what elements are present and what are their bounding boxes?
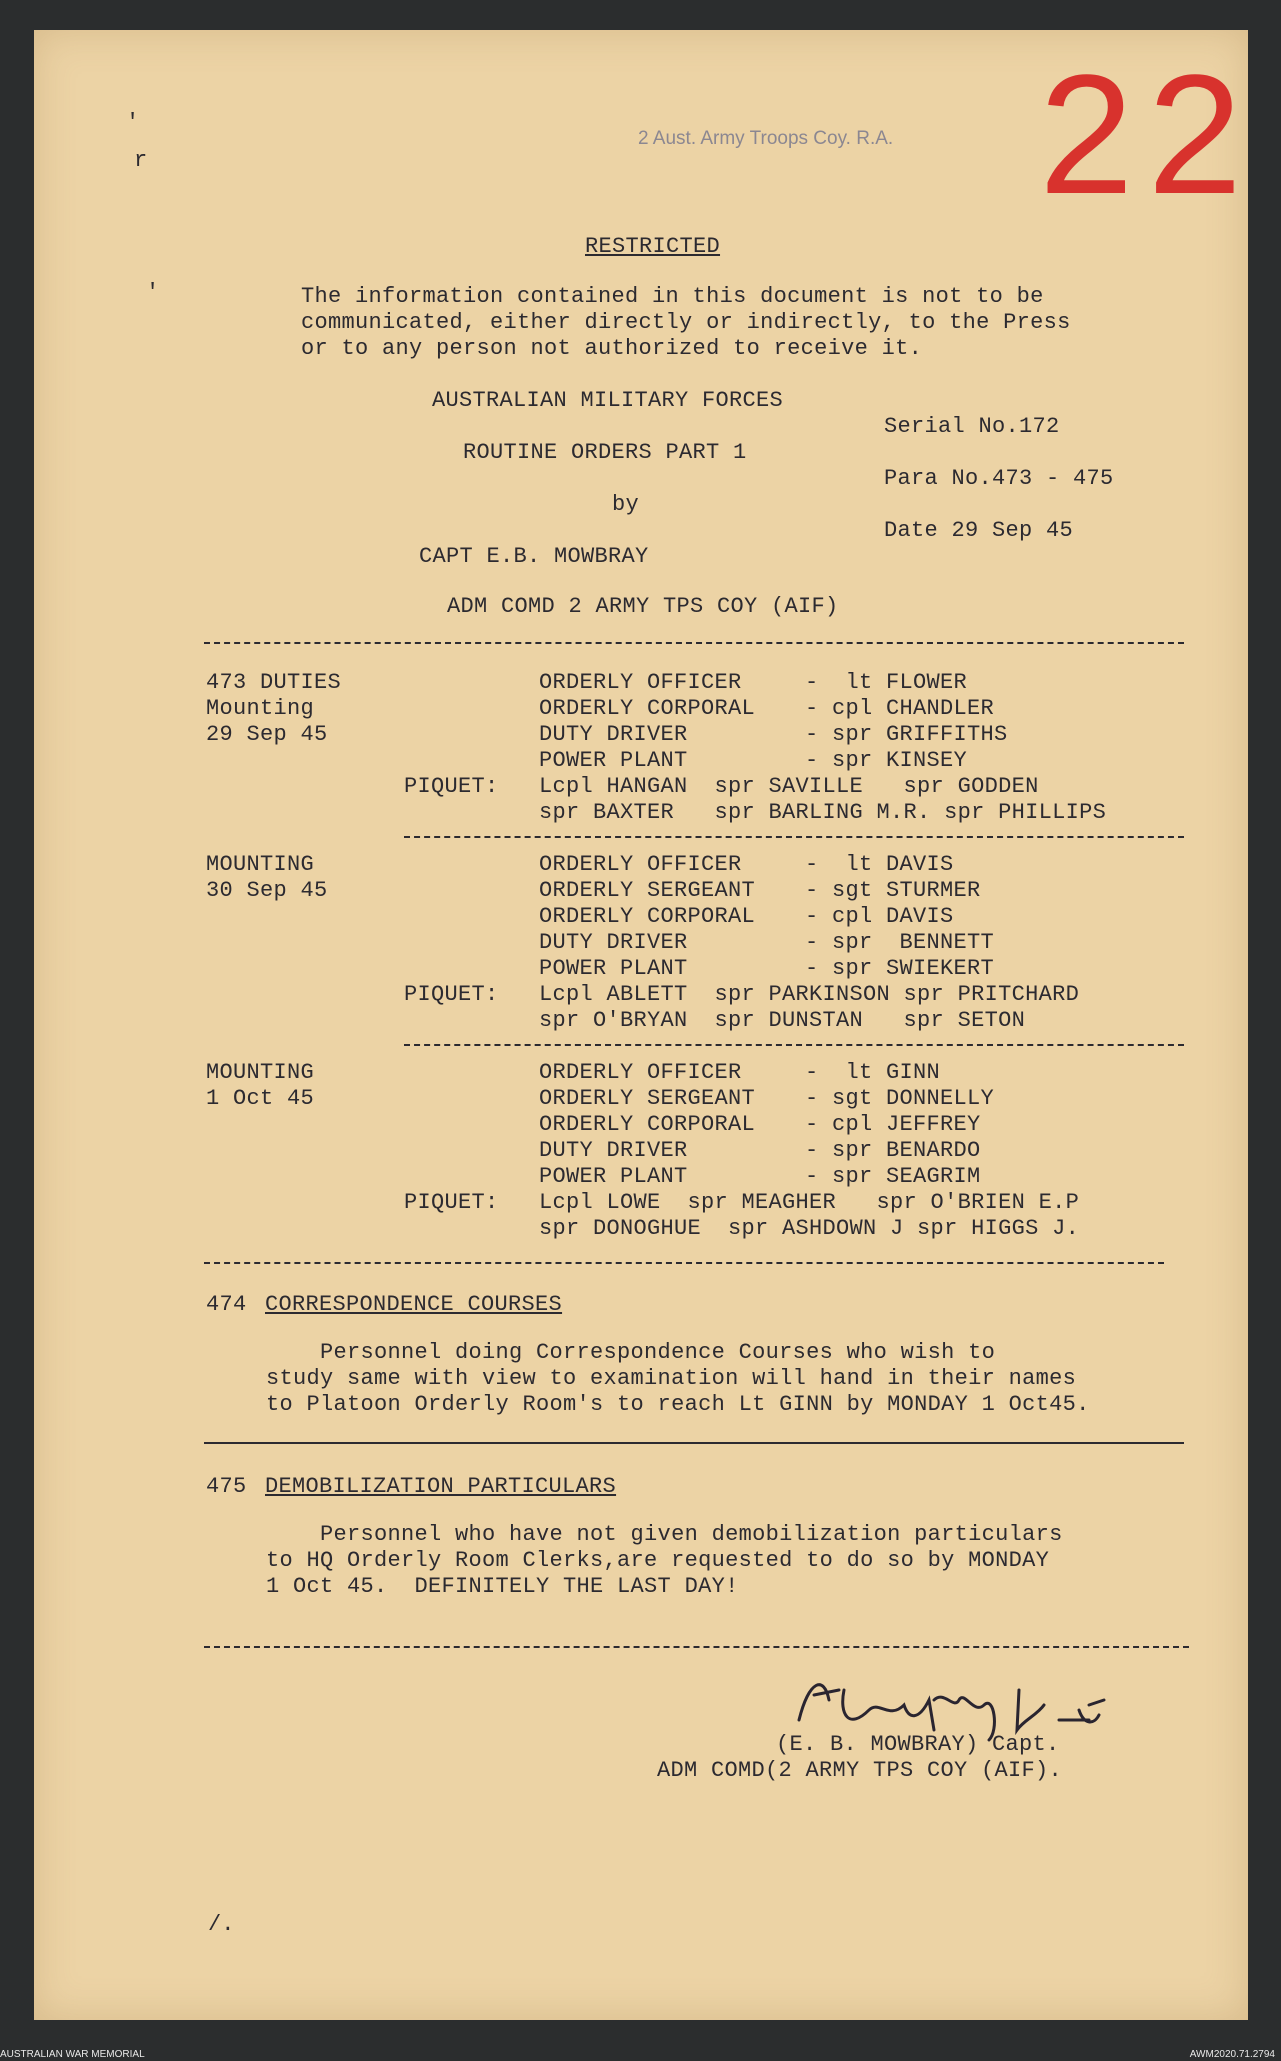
duty-block-label: 473 DUTIES [206,670,342,695]
restricted-title: RESTRICTED [585,234,721,259]
duty-role: ORDERLY SERGEANT [539,878,756,903]
para-line: 1 Oct 45. DEFINITELY THE LAST DAY! [266,1574,739,1599]
piquet-label: PIQUET: [404,982,499,1007]
signatory-unit: ADM COMD(2 ARMY TPS COY (AIF). [657,1758,1063,1783]
duty-block-label: 1 Oct 45 [206,1086,315,1111]
duty-role: DUTY DRIVER [539,1138,688,1163]
duty-role: POWER PLANT [539,748,688,773]
duty-role: POWER PLANT [539,1164,688,1189]
signatory-name: (E. B. MOWBRAY) Capt. [776,1732,1060,1757]
margin-mark: /. [208,1912,235,1937]
serial-number: Serial No.172 [884,414,1060,439]
para-line: Personnel who have not given demobilization particulars [266,1522,1063,1547]
duty-role: ORDERLY OFFICER [539,1060,742,1085]
restricted-line: communicated, either directly or indirectly, to the Press [301,310,1071,335]
duty-person: - spr KINSEY [805,748,968,773]
duty-person: - cpl DAVIS [805,904,954,929]
forces-heading: AUSTRALIAN MILITARY FORCES [432,388,784,413]
piquet-label: PIQUET: [404,774,499,799]
piquet-line: Lcpl HANGAN spr SAVILLE spr GODDEN [539,774,1039,799]
duty-block-label: 30 Sep 45 [206,878,328,903]
duty-person: - spr GRIFFITHS [805,722,1008,747]
piquet-label: PIQUET: [404,1190,499,1215]
divider [404,836,1184,838]
para-number: 475 [206,1474,247,1499]
piquet-line: spr DONOGHUE spr ASHDOWN J spr HIGGS J. [539,1216,1080,1241]
duty-block-label: Mounting [206,696,315,721]
duty-role: ORDERLY SERGEANT [539,1086,756,1111]
piquet-line: spr BAXTER spr BARLING M.R. spr PHILLIPS [539,800,1107,825]
para-title: CORRESPONDENCE COURSES [265,1292,563,1317]
duty-person: - sgt DONNELLY [805,1086,995,1111]
duty-person: - cpl JEFFREY [805,1112,981,1137]
restricted-line: or to any person not authorized to receive it. [301,336,923,361]
by-label: by [612,492,640,517]
para-numbers: Para No.473 - 475 [884,466,1114,491]
para-line: to Platoon Orderly Room's to reach Lt GINN by MONDAY 1 Oct45. [266,1392,1090,1417]
duty-block-label: MOUNTING [206,852,315,877]
para-line: study same with view to examination will hand in their names [266,1366,1077,1391]
divider [404,1044,1184,1046]
footer-accession: AWM2020.71.2794 [1189,2049,1275,2060]
para-title: DEMOBILIZATION PARTICULARS [265,1474,617,1499]
para-line: Personnel doing Correspondence Courses who wish to [266,1340,996,1365]
duty-role: ORDERLY CORPORAL [539,696,756,721]
unit-stamp: 2 Aust. Army Troops Coy. R.A. [638,128,894,149]
duty-role: ORDERLY OFFICER [539,852,742,877]
orders-heading: ROUTINE ORDERS PART 1 [463,440,747,465]
margin-mark: r [134,148,148,173]
duty-person: - spr SWIEKERT [805,956,995,981]
folio-number: 22 [1039,40,1257,230]
duty-role: ORDERLY CORPORAL [539,1112,756,1137]
footer-source: AUSTRALIAN WAR MEMORIAL [0,2049,145,2060]
duty-role: ORDERLY CORPORAL [539,904,756,929]
duty-person: - sgt STURMER [805,878,981,903]
duty-role: DUTY DRIVER [539,930,688,955]
document-page [34,30,1257,2020]
para-line: to HQ Orderly Room Clerks,are requested to do so by MONDAY [266,1548,1050,1573]
order-date: Date 29 Sep 45 [884,518,1074,543]
duty-person: - spr BENNETT [805,930,995,955]
officer-name: CAPT E.B. MOWBRAY [419,544,649,569]
divider [204,642,1184,644]
duty-person: - spr BENARDO [805,1138,981,1163]
duty-block-label: 29 Sep 45 [206,722,328,747]
piquet-line: spr O'BRYAN spr DUNSTAN spr SETON [539,1008,1026,1033]
duty-role: DUTY DRIVER [539,722,688,747]
duty-block-label: MOUNTING [206,1060,315,1085]
piquet-line: Lcpl ABLETT spr PARKINSON spr PRITCHARD [539,982,1080,1007]
duty-role: ORDERLY OFFICER [539,670,742,695]
duty-person: - lt GINN [805,1060,941,1085]
duty-person: - lt DAVIS [805,852,954,877]
restricted-line: The information contained in this document is not to be [301,284,1044,309]
margin-mark: ' [146,280,160,305]
divider [204,1262,1164,1264]
duty-person: - spr SEAGRIM [805,1164,981,1189]
duty-person: - lt FLOWER [805,670,968,695]
divider [204,1442,1184,1444]
duty-person: - cpl CHANDLER [805,696,995,721]
piquet-line: Lcpl LOWE spr MEAGHER spr O'BRIEN E.P [539,1190,1080,1215]
margin-mark: ' [126,110,140,135]
divider [204,1646,1189,1648]
duty-role: POWER PLANT [539,956,688,981]
para-number: 474 [206,1292,247,1317]
unit-name: ADM COMD 2 ARMY TPS COY (AIF) [447,594,839,619]
